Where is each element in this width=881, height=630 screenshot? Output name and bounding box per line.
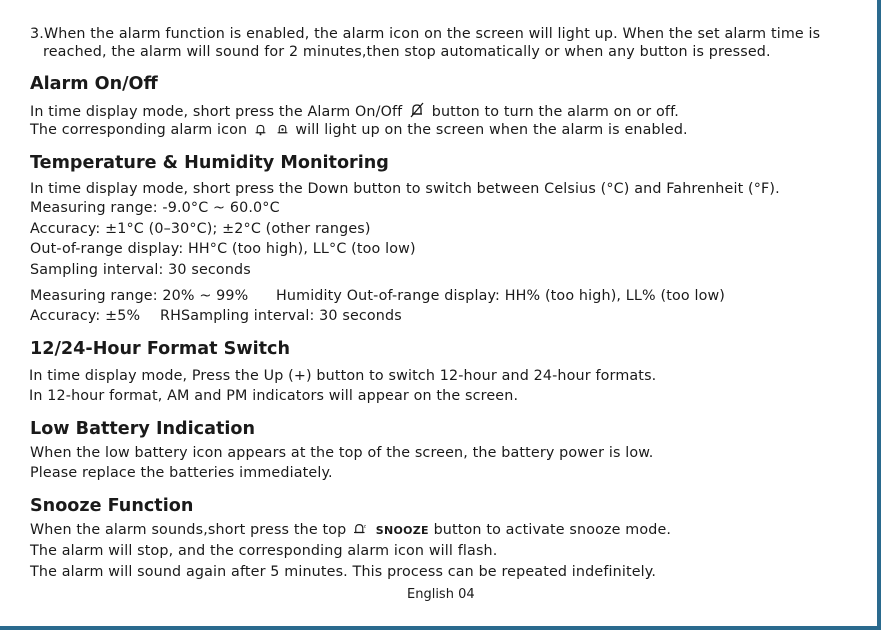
battery-line-1: When the low battery icon appears at the top of the screen, the battery power is low. — [30, 445, 654, 461]
humidity-range: Measuring range: 20% ~ 99% — [30, 288, 249, 304]
temp-line-1: In time display mode, short press the Down button to switch between Celsius (°C) and Fahrenheit (°F). — [30, 181, 780, 197]
temp-line-2: Measuring range: -9.0°C ~ 60.0°C — [30, 200, 280, 216]
alarm-line-1 — [30, 102, 679, 123]
page-border-bottom — [0, 626, 881, 630]
snooze-line-1-start: When the alarm sounds,short press the top — [30, 522, 347, 538]
temp-line-3: Accuracy: ±1°C (0–30°C); ±2°C (other ranges) — [30, 221, 371, 237]
page-footer: English 04 — [407, 587, 475, 602]
snooze-line-1-end: button to activate snooze mode. — [433, 522, 672, 538]
page-border-right — [877, 0, 881, 630]
snooze-heading: Snooze Function — [30, 496, 194, 516]
battery-line-2: Please replace the batteries immediately. — [30, 465, 333, 481]
humidity-out-of-range: Humidity Out-of-range display: HH% (too high), LL% (too low) — [276, 288, 726, 304]
format-line-2: In 12-hour format, AM and PM indicators will appear on the screen. — [29, 388, 519, 404]
intro-line-1: 3.When the alarm function is enabled, the alarm icon on the screen will light up. When the set alarm time is — [30, 26, 821, 42]
snooze-line-1 — [30, 521, 671, 541]
snooze-line-2: The alarm will stop, and the corresponding alarm icon will flash. — [30, 543, 498, 559]
alarm-line-2-end: will light up on the screen when the alarm is enabled. — [295, 122, 688, 138]
temp-line-5: Sampling interval: 30 seconds — [30, 262, 251, 278]
snooze-bell-icon — [353, 522, 369, 541]
format-heading: 12/24-Hour Format Switch — [30, 339, 290, 359]
battery-heading: Low Battery Indication — [30, 419, 256, 439]
temp-line-4: Out-of-range display: HH°C (too high), LL°C (too low) — [30, 241, 416, 257]
alarm-heading: Alarm On/Off — [30, 74, 158, 94]
svg-text:z: z — [363, 524, 367, 530]
format-line-1: In time display mode, Press the Up (+) button to switch 12-hour and 24-hour formats. — [29, 368, 657, 384]
alarm-line-1-end: button to turn the alarm on or off. — [431, 104, 679, 120]
alarm-line-2-start: The corresponding alarm icon — [30, 122, 248, 138]
alarm-line-2 — [30, 121, 688, 141]
humidity-sampling: RHSampling interval: 30 seconds — [160, 308, 402, 324]
alarm-bell-icon — [254, 123, 267, 141]
alarm-line-1-start: In time display mode, short press the Alarm On/Off — [30, 104, 403, 120]
intro-line-2: reached, the alarm will sound for 2 minutes,then stop automatically or when any button is pressed. — [43, 44, 771, 60]
alarm-off-bell-icon — [409, 102, 425, 123]
temperature-heading: Temperature & Humidity Monitoring — [30, 153, 389, 173]
snooze-line-3: The alarm will sound again after 5 minutes. This process can be repeated indefinitely. — [30, 564, 657, 580]
humidity-accuracy: Accuracy: ±5% — [30, 308, 141, 324]
snooze-button-label: SNOOZE — [375, 524, 429, 537]
alarm-bell-icon-2 — [276, 123, 289, 141]
